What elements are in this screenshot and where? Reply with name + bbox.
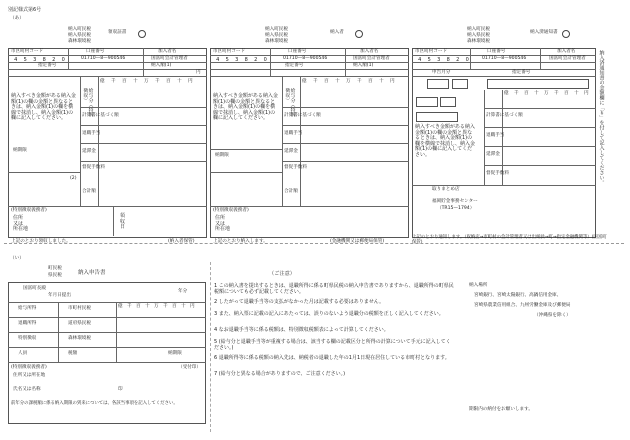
b-payee-label: 加入者名 — [360, 49, 379, 54]
yen-label: 円 — [196, 70, 201, 75]
tax-row-2: 道府県民税 — [68, 321, 91, 326]
instruction-6: 6 退職所得等に係る税額の納入先は、納税者の退職した年の1月1日現在居住している市町村となります。 — [214, 355, 450, 361]
footer-right-1: (納入者保管) — [168, 239, 195, 244]
date-box-1[interactable] — [416, 97, 438, 107]
receipt-line-3: 森林環境税 — [68, 39, 91, 44]
remarks-title: (特別徴収義務者) — [11, 365, 47, 370]
panel-notice — [210, 22, 409, 244]
c-city-code-label: 市区町村コード — [415, 49, 448, 54]
designation-label: 指定番号 — [38, 63, 57, 68]
row-label-3: 特別徴収 — [18, 336, 37, 341]
account-label: 口座番号 — [86, 49, 105, 54]
b-footer-mid2: (金融機関又は郵便局保管) — [330, 239, 385, 244]
amount-label: 納入額(1) — [151, 63, 172, 68]
notice-title: 納入済通知書 — [530, 30, 558, 35]
payer-fields: 住所 又は 所在地 — [13, 215, 29, 232]
c-sub-title: 指定番号 — [512, 70, 531, 75]
field-1: 計算書に基づく額 — [82, 113, 119, 118]
b-city-code-label: 市区町村コード — [213, 49, 246, 54]
period-label: 納期限 — [168, 351, 182, 356]
city-code-label: 市区町村コード — [11, 49, 44, 54]
notice-line: 前年分の課税額に係る納入期限の到来については、各該当事項を記入してください。 — [11, 401, 178, 406]
d-unit-header: 億 千 百 十 万 千 百 十 円 — [118, 304, 195, 309]
c-receipt-line-1: 納入町民税 — [467, 27, 490, 32]
c-field-2: 退職手当 — [486, 133, 505, 138]
b-receipt-line-2: 納入県民税 — [265, 33, 288, 38]
payee-label: 加入者名 — [158, 49, 177, 54]
b-designation-label: 指定番号 — [285, 63, 304, 68]
remarks-field-2: 氏名又は名称 — [13, 387, 41, 392]
center-label: 福岡貯金事務センター — [432, 199, 478, 204]
c-field-4: 督促手数料 — [486, 171, 509, 176]
c-seal-icon — [562, 30, 570, 38]
instruction-1: 1 この納入書を提出するときは、退職所得に係る町県民税の納入申告書でありますから、退職所得の町県民税額についても必ず記載してください。 — [214, 283, 454, 295]
day-fields: 領 収 日 — [120, 213, 126, 230]
field-4: 督促手数料 — [82, 165, 105, 170]
c-kengai-label: 申告月分 — [432, 70, 451, 75]
c-payee-value: 国富町会計管理者 — [549, 56, 586, 61]
city-name: 国富町長殿 — [23, 286, 46, 291]
row-label-1: 給与所得 — [18, 306, 37, 311]
right-item-1: 宮崎銀行、宮崎太陽銀行、高鍋信用金庫、 — [474, 293, 562, 298]
right-title: 納入場所 — [469, 283, 488, 288]
c-account-label: 口座番号 — [487, 49, 506, 54]
b-receipt-line-3: 森林環境税 — [265, 39, 288, 44]
c-receipt-line-3: 森林環境税 — [467, 39, 490, 44]
b-field-3: 延滞金 — [284, 149, 298, 154]
heading-line-2: 県民税 — [48, 273, 62, 278]
b-unit-header: 億 千 百 十 万 千 百 十 円 — [302, 79, 395, 84]
section-i-label: （い） — [10, 256, 24, 261]
right-item-3: （沖縄県を除く） — [534, 313, 571, 318]
designation-box[interactable] — [487, 79, 589, 89]
receipt-line-2: 納入県民税 — [68, 33, 91, 38]
month-label: 年分 — [178, 289, 188, 294]
deadline-label: 納期限 — [13, 148, 27, 153]
footer-left: 上記のとおり領収しました。 — [11, 239, 71, 244]
instructions-title: （ご注意） — [269, 271, 295, 277]
heading-line-1: 町民税 — [48, 266, 62, 271]
b-payer-label: 納入者 — [330, 30, 344, 35]
instruction-5: 5 (給与分と退職手当等が重複する場合は、該当する欄の記載区分と所得の計算について手元に記入してください。) — [214, 339, 451, 351]
payee-value: 国富町会計管理者 — [151, 56, 188, 61]
sign-label: 印 — [118, 387, 123, 392]
total-label: 合計額 — [82, 189, 96, 194]
note-text: 納入すべき金額がある納入金額(1)の欄の金額と異なるときは、納入金額(1)の欄を横線で抹消し、納入金額(1)の欄に記入してください。 — [11, 93, 76, 121]
form-title: 別記様式第6号 — [8, 7, 42, 13]
b-city-code-digits: 4 5 3 8 2 0 — [216, 57, 267, 63]
col-header-1: 人員 — [18, 351, 28, 356]
seal-icon — [138, 30, 146, 38]
instruction-4: 4 なお退職手当等に係る税額は、特別徴収税額表によって計算してください。 — [214, 327, 389, 333]
year-box[interactable] — [427, 79, 449, 89]
date-box-3[interactable] — [416, 112, 458, 122]
b-account-label: 口座番号 — [288, 49, 307, 54]
c-note-text: 納入すべき金額がある納入金額(1)の欄の金額と異なるときは、納入金額(1)の欄を横線で抹消し、納入金額(1)の欄に記入してください。 — [415, 124, 476, 158]
b-amount-label: 納入額(1) — [353, 63, 374, 68]
b-note-text: 納入すべき金額がある納入金額(1)の欄の金額と異なるときは、納入金額(1)の欄を横線で抹消し、納入金額(1)の欄に記入してください。 — [213, 93, 278, 121]
b-payee-value: 国富町会計管理者 — [353, 56, 390, 61]
instruction-7: 7 (給与分と異なる場合がありますので、ご注意ください。) — [214, 371, 346, 377]
c-field-1: 計算書に基づく額 — [486, 113, 523, 118]
tax-row-3: 森林環境税 — [68, 336, 91, 341]
c-payee-label: 加入者名 — [557, 49, 576, 54]
date-line: 年月日提出 — [48, 293, 71, 298]
b-field-1: 計算書に基づく額 — [284, 113, 321, 118]
agency-note: 取りまとめ店 — [432, 187, 460, 192]
b-total-label: 合計額 — [284, 189, 298, 194]
b-field-4: 督促手数料 — [284, 165, 307, 170]
c-account-value: 01710—8—900546 — [482, 56, 527, 61]
right-item-2: 宮崎県農業信用組合、九州労働金庫及び郵便局 — [474, 303, 571, 308]
field-3: 延滞金 — [82, 149, 96, 154]
stamp-label: （受付印） — [178, 365, 201, 370]
center-code: （TR15—1794） — [437, 206, 475, 211]
receipt-line-1: 納入町民税 — [68, 27, 91, 32]
b-receipt-line-1: 納入町民税 — [265, 27, 288, 32]
tax-label: 給与分（特別徴収） — [82, 88, 93, 117]
instruction-2: 2 したがって退職手当等の支払がなかった月は記載する必要はありません。 — [214, 299, 385, 305]
c-city-code-digits: 4 5 3 8 2 0 — [418, 57, 469, 63]
c-receipt-line-2: 納入県民税 — [467, 33, 490, 38]
unit-header: 億 千 百 十 万 千 百 十 円 — [100, 79, 193, 84]
b-tax-label: 給与分（特別徴収） — [284, 88, 295, 117]
instructions — [214, 262, 624, 434]
section-a-label: （あ） — [10, 16, 24, 21]
row-label-2: 退職所得 — [18, 321, 37, 326]
receipt-title: 領収証書 — [108, 30, 127, 35]
b-field-2: 退職手当 — [284, 131, 303, 136]
b-seal-icon — [355, 30, 363, 38]
b-account-value: 01710—8—900546 — [283, 56, 328, 61]
panel-receipt — [8, 22, 207, 244]
date-box-2[interactable] — [440, 97, 456, 107]
panel-declaration — [8, 262, 206, 434]
b-payer-fields: 住所 又は 所在地 — [215, 215, 231, 232]
city-code-digits: 4 5 3 8 2 0 — [14, 57, 65, 63]
c-field-3: 延滞金 — [486, 152, 500, 157]
c-unit-header: 億 千 百 十 万 千 百 十 円 — [504, 91, 589, 96]
tax-row-1: 市町村民税 — [68, 306, 91, 311]
payer-block-title: (特別徴収義務者) — [11, 208, 47, 213]
field-2: 退職手当 — [82, 131, 101, 136]
panel-notification — [412, 22, 608, 245]
month-box[interactable] — [452, 79, 468, 89]
right-item-4: 期限内の納付をお願いします。 — [469, 407, 533, 412]
side-text: 納入済通知書の金額欄に「￥」を付して記入してください。 — [598, 50, 605, 185]
remarks-field-1: 住所又は所在地 — [13, 373, 46, 378]
b-footer-mid: 上記のとおり納入します。 — [213, 239, 268, 244]
instruction-3: 3 また、納入票に記載の記入にあたっては、誤りのないよう退職分の税額を正しく記入してください。 — [214, 311, 444, 317]
footer-right-2: 上記のとおり通知します。（収納店→市町村の会計管理者又は出納員→町→指定金融機関等）(国富町保管) — [412, 235, 607, 245]
nokigen-short: (2) — [70, 176, 77, 181]
account-value: 01710—8—900546 — [81, 56, 126, 61]
heading-line-3: 納入申告書 — [78, 270, 106, 276]
col-header-2: 税額 — [68, 351, 78, 356]
b-deadline-label: 納期限 — [215, 153, 229, 158]
b-payer-block-title: (特別徴収義務者) — [213, 208, 249, 213]
